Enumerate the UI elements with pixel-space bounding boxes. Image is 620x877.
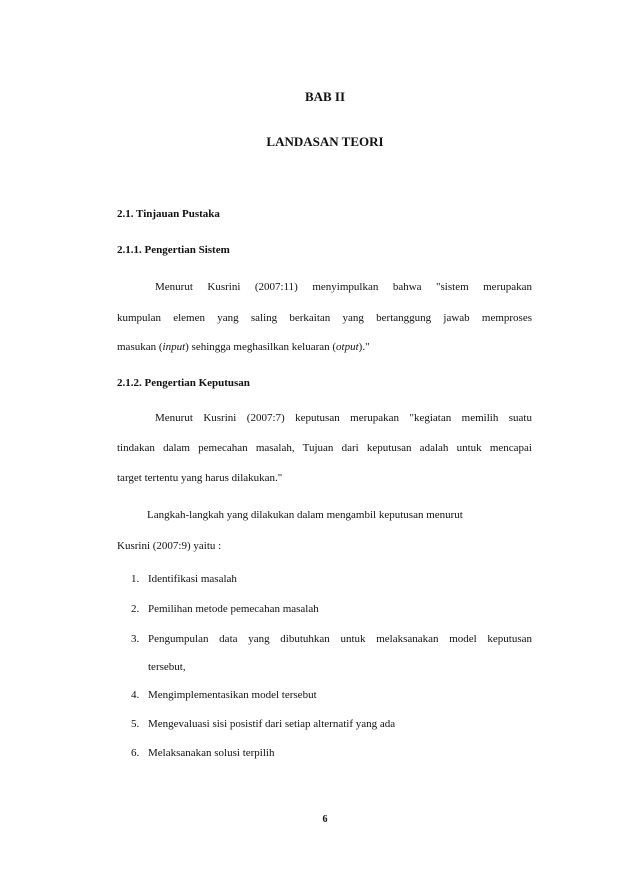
list-text-continuation: tersebut, bbox=[148, 661, 186, 673]
list-number: 5. bbox=[131, 718, 140, 730]
section-heading-tinjauan-pustaka: 2.1. Tinjauan Pustaka bbox=[117, 208, 220, 220]
term-input: input bbox=[162, 341, 186, 353]
list-text: Mengevaluasi sisi posistif dari setiap alternatif yang ada bbox=[148, 718, 396, 730]
chapter-title: LANDASAN TEORI bbox=[266, 134, 384, 149]
list-number: 6. bbox=[131, 747, 140, 759]
paragraph-keputusan-line-1: Menurut Kusrini (2007:7) keputusan merupakan "kegiatan memilih suatu bbox=[155, 412, 532, 424]
text-fragment: )." bbox=[358, 341, 370, 353]
list-number: 4. bbox=[131, 689, 140, 701]
paragraph-sistem-line-1: Menurut Kusrini (2007:11) menyimpulkan bahwa "sistem merupakan bbox=[155, 281, 532, 293]
section-heading-pengertian-keputusan: 2.1.2. Pengertian Keputusan bbox=[117, 377, 250, 389]
paragraph-sistem-line-2: kumpulan elemen yang saling berkaitan yang bertanggung jawab memproses bbox=[117, 312, 532, 324]
list-text: Pengumpulan data yang dibutuhkan untuk melaksanakan model keputusan bbox=[148, 633, 532, 645]
list-number: 1. bbox=[131, 573, 140, 585]
list-text: Identifikasi masalah bbox=[148, 573, 237, 585]
page-number: 6 bbox=[322, 814, 328, 825]
paragraph-keputusan-line-2: tindakan dalam pemecahan masalah, Tujuan dari keputusan adalah untuk mencapai bbox=[117, 442, 532, 454]
paragraph-sistem-line-3 bbox=[117, 339, 532, 355]
paragraph-langkah-line-1: Langkah-langkah yang dilakukan dalam mengambil keputusan menurut bbox=[147, 509, 463, 521]
paragraph-langkah-line-2: Kusrini (2007:9) yaitu : bbox=[117, 540, 222, 552]
list-text: Pemilihan metode pemecahan masalah bbox=[148, 603, 319, 615]
paragraph-keputusan-line-3: target tertentu yang harus dilakukan." bbox=[117, 472, 283, 484]
list-number: 3. bbox=[131, 633, 140, 645]
list-number: 2. bbox=[131, 603, 140, 615]
text-fragment: masukan ( bbox=[117, 341, 163, 353]
list-text: Melaksanakan solusi terpilih bbox=[148, 747, 275, 759]
chapter-number: BAB II bbox=[304, 89, 346, 104]
text-fragment: ) sehingga meghasilkan keluaran ( bbox=[185, 341, 337, 353]
section-heading-pengertian-sistem: 2.1.1. Pengertian Sistem bbox=[117, 244, 230, 256]
list-text: Mengimplementasikan model tersebut bbox=[148, 689, 317, 701]
term-output: otput bbox=[336, 341, 359, 353]
